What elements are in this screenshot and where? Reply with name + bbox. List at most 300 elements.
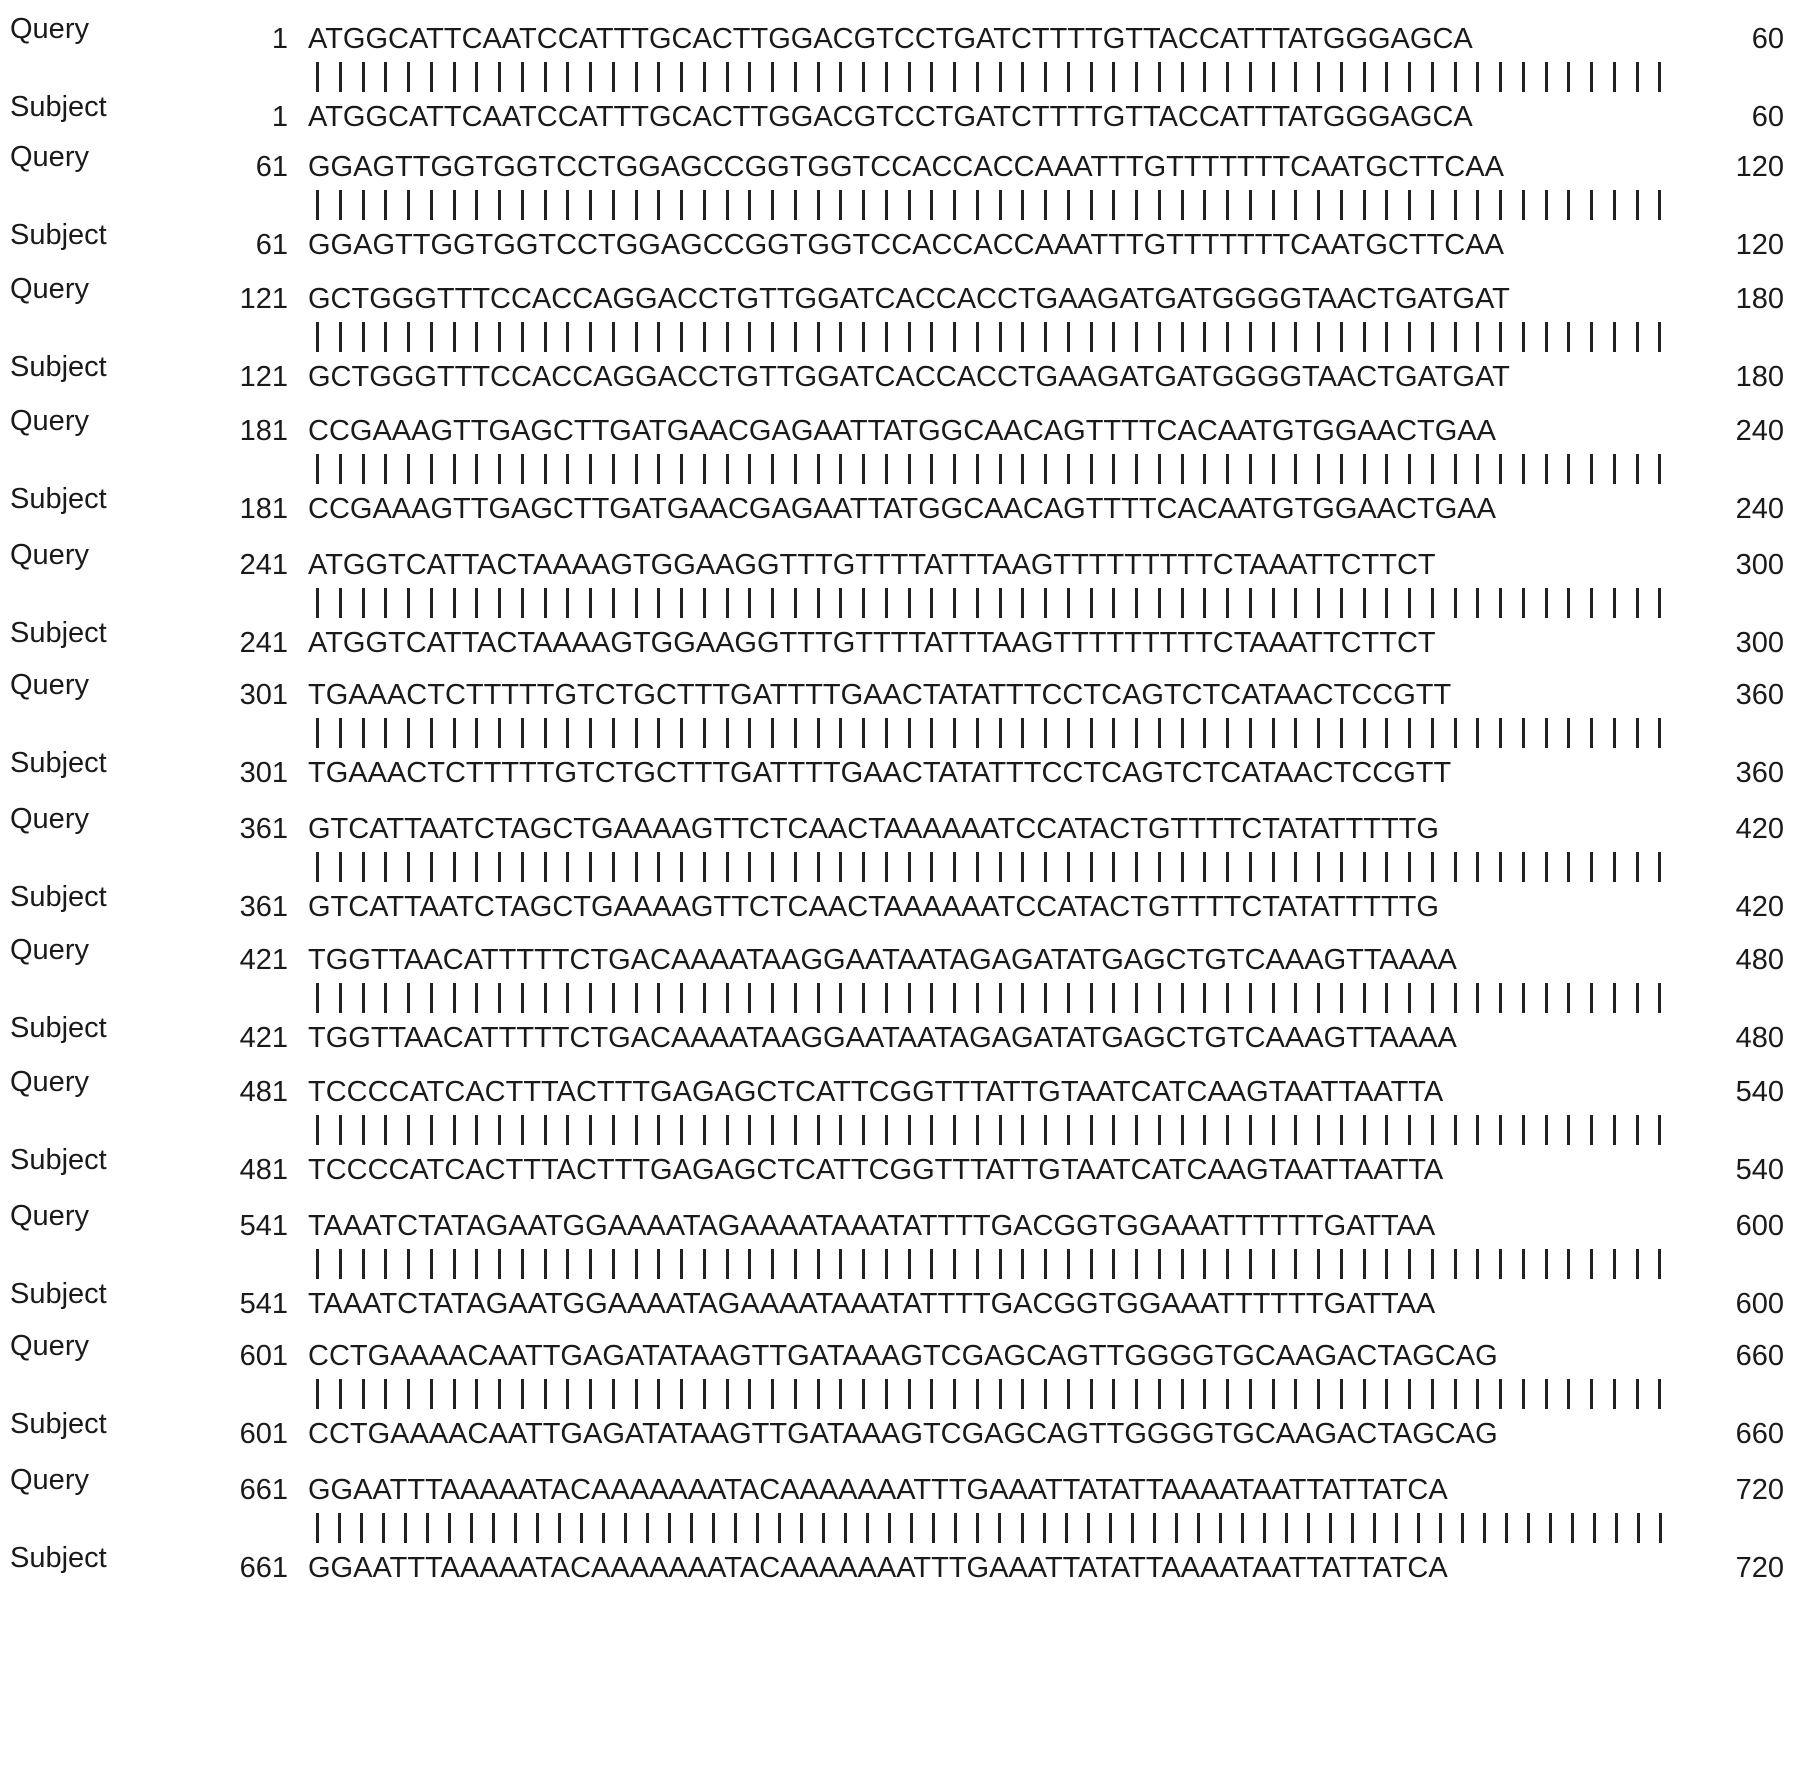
- match-bar: [930, 454, 933, 484]
- match-bar: [726, 1379, 729, 1409]
- match-bar: [1135, 983, 1138, 1013]
- match-bar: [1454, 190, 1457, 220]
- match-bar: [316, 1115, 319, 1145]
- query-start: 661: [239, 1474, 288, 1506]
- match-bar: [362, 1249, 365, 1279]
- match-bar: [748, 322, 751, 352]
- match-bar: [1135, 190, 1138, 220]
- match-bar: [1272, 190, 1275, 220]
- match-bar: [1658, 1115, 1661, 1145]
- match-bar: [976, 454, 979, 484]
- query-label: Query: [10, 1066, 89, 1098]
- match-bar: [1522, 454, 1525, 484]
- match-bar: [1317, 1379, 1320, 1409]
- match-bar: [1044, 718, 1047, 748]
- match-bar: [1408, 983, 1411, 1013]
- match-bar: [1044, 62, 1047, 92]
- match-bar: [1131, 1513, 1134, 1543]
- match-bar: [953, 852, 956, 882]
- match-bar: [1590, 1249, 1593, 1279]
- match-bar: [703, 190, 706, 220]
- subject-sequence: CCTGAAAACAATTGAGATATAAGTTGATAAAGTCGAGCAGTTGGGGTGCAAGACTAGCAG: [308, 1418, 1498, 1450]
- match-bar: [976, 190, 979, 220]
- query-row: [0, 934, 1795, 977]
- subject-label: Subject: [10, 351, 107, 383]
- subject-end: 120: [1735, 229, 1784, 261]
- match-bar: [976, 718, 979, 748]
- match-bar: [726, 190, 729, 220]
- match-line: [316, 1249, 1662, 1283]
- match-bar: [1408, 454, 1411, 484]
- match-bar: [1431, 983, 1434, 1013]
- match-bar: [1567, 454, 1570, 484]
- match-bar: [1567, 322, 1570, 352]
- match-bar: [976, 1115, 979, 1145]
- match-bar: [1613, 1249, 1616, 1279]
- match-bar: [712, 1513, 715, 1543]
- query-row: [0, 141, 1795, 184]
- match-bar: [794, 454, 797, 484]
- match-bar: [566, 1115, 569, 1145]
- match-bar: [703, 62, 706, 92]
- match-bar: [703, 1379, 706, 1409]
- match-bar: [1590, 454, 1593, 484]
- match-bar: [589, 190, 592, 220]
- match-bar: [1567, 1115, 1570, 1145]
- match-bar: [1454, 1379, 1457, 1409]
- match-bar: [771, 718, 774, 748]
- match-bar: [1135, 322, 1138, 352]
- match-bar: [908, 322, 911, 352]
- match-bar: [1476, 718, 1479, 748]
- query-start: 241: [239, 549, 288, 581]
- match-bar: [1385, 190, 1388, 220]
- match-bar: [954, 1513, 957, 1543]
- match-bar: [844, 1513, 847, 1543]
- match-bar: [1158, 1249, 1161, 1279]
- match-bar: [1294, 322, 1297, 352]
- match-bar: [1112, 1379, 1115, 1409]
- match-bar: [612, 1249, 615, 1279]
- query-sequence: CCTGAAAACAATTGAGATATAAGTTGATAAAGTCGAGCAGTTGGGGTGCAAGACTAGCAG: [308, 1340, 1498, 1372]
- match-bar: [1590, 983, 1593, 1013]
- match-bar: [1567, 852, 1570, 882]
- match-bar: [930, 588, 933, 618]
- match-bar: [362, 454, 365, 484]
- match-bar: [1226, 62, 1229, 92]
- match-bar: [1249, 718, 1252, 748]
- match-bar: [1158, 322, 1161, 352]
- match-bar: [839, 1249, 842, 1279]
- match-bar: [771, 852, 774, 882]
- match-bar: [1067, 1379, 1070, 1409]
- match-bar: [589, 62, 592, 92]
- match-bar: [1249, 852, 1252, 882]
- match-bar: [657, 62, 660, 92]
- match-bar: [316, 1379, 319, 1409]
- match-bar: [1499, 1379, 1502, 1409]
- match-bar: [885, 190, 888, 220]
- match-bar: [1658, 1379, 1661, 1409]
- match-bar: [448, 1513, 451, 1543]
- match-bar: [1363, 852, 1366, 882]
- match-bar: [430, 718, 433, 748]
- match-bar: [1090, 190, 1093, 220]
- match-bar: [862, 1249, 865, 1279]
- match-bar: [999, 852, 1002, 882]
- match-bar: [1522, 322, 1525, 352]
- match-bar: [794, 190, 797, 220]
- match-bar: [1181, 1249, 1184, 1279]
- query-row: [0, 539, 1795, 582]
- match-bar: [748, 190, 751, 220]
- match-bar: [1044, 1379, 1047, 1409]
- match-bar: [1615, 1513, 1618, 1543]
- match-bar: [1044, 852, 1047, 882]
- match-bar: [657, 852, 660, 882]
- match-bar: [1112, 852, 1115, 882]
- match-bar: [1613, 588, 1616, 618]
- match-bar: [930, 62, 933, 92]
- match-bar: [862, 454, 865, 484]
- match-bar: [407, 454, 410, 484]
- match-bar: [1567, 1379, 1570, 1409]
- match-bar: [1454, 62, 1457, 92]
- match-bar: [1476, 1379, 1479, 1409]
- subject-sequence: ATGGTCATTACTAAAAGTGGAAGGTTTGTTTTATTTAAGTTTTTTTTTCTAAATTCTTCT: [308, 627, 1436, 659]
- match-bar: [1363, 62, 1366, 92]
- match-bar: [635, 190, 638, 220]
- alignment-block: [0, 539, 1795, 659]
- query-start: 541: [239, 1210, 288, 1242]
- query-label: Query: [10, 934, 89, 966]
- match-bar: [1658, 983, 1661, 1013]
- match-bar: [657, 718, 660, 748]
- match-bar: [1476, 852, 1479, 882]
- match-bar: [382, 1513, 385, 1543]
- match-bar: [360, 1513, 363, 1543]
- match-bar: [1272, 718, 1275, 748]
- match-bar: [1522, 588, 1525, 618]
- match-bar: [817, 454, 820, 484]
- match-bar: [384, 190, 387, 220]
- match-bar: [953, 190, 956, 220]
- match-bar: [794, 588, 797, 618]
- match-bar: [430, 1379, 433, 1409]
- match-bar: [544, 588, 547, 618]
- match-bar: [771, 1249, 774, 1279]
- match-bar: [1571, 1513, 1574, 1543]
- match-bar: [1112, 1115, 1115, 1145]
- match-bar: [1431, 1249, 1434, 1279]
- match-bar: [1454, 588, 1457, 618]
- match-bar: [1658, 588, 1661, 618]
- match-bar: [930, 718, 933, 748]
- match-bar: [624, 1513, 627, 1543]
- match-bar: [1351, 1513, 1354, 1543]
- subject-row: [0, 483, 1795, 526]
- match-bar: [1590, 718, 1593, 748]
- match-bar: [862, 322, 865, 352]
- match-bar: [1294, 983, 1297, 1013]
- match-bar: [1307, 1513, 1310, 1543]
- match-bar: [1363, 454, 1366, 484]
- match-bar: [1226, 718, 1229, 748]
- match-bar: [1499, 1249, 1502, 1279]
- query-sequence: GCTGGGTTTCCACCAGGACCTGTTGGATCACCACCTGAAGATGATGGGGTAACTGATGAT: [308, 283, 1510, 315]
- match-bar: [885, 718, 888, 748]
- match-bar: [1090, 1115, 1093, 1145]
- match-bar: [407, 852, 410, 882]
- query-sequence: TAAATCTATAGAATGGAAAATAGAAAATAAATATTTTGACGGTGGAAATTTTTTGATTAA: [308, 1210, 1436, 1242]
- match-bar: [1181, 718, 1184, 748]
- match-bar: [953, 588, 956, 618]
- match-bar: [316, 1249, 319, 1279]
- match-bar: [339, 983, 342, 1013]
- subject-label: Subject: [10, 1408, 107, 1440]
- match-bar: [339, 852, 342, 882]
- match-bar: [1294, 1115, 1297, 1145]
- match-bar: [726, 588, 729, 618]
- match-bar: [817, 1249, 820, 1279]
- match-bar: [1522, 1249, 1525, 1279]
- match-bar: [498, 1115, 501, 1145]
- subject-row: [0, 881, 1795, 924]
- match-bar: [1395, 1513, 1398, 1543]
- match-bar: [566, 322, 569, 352]
- match-bar: [657, 1249, 660, 1279]
- match-bar: [566, 852, 569, 882]
- match-bar: [1067, 1249, 1070, 1279]
- match-bar: [384, 454, 387, 484]
- match-bar: [635, 718, 638, 748]
- alignment-block: [0, 273, 1795, 393]
- match-bar: [1363, 718, 1366, 748]
- match-bar: [1431, 1379, 1434, 1409]
- match-bar: [1340, 190, 1343, 220]
- match-bar: [1363, 983, 1366, 1013]
- match-bar: [748, 718, 751, 748]
- match-bar: [1090, 983, 1093, 1013]
- match-bar: [703, 852, 706, 882]
- match-bar: [1043, 1513, 1046, 1543]
- match-bar: [1340, 718, 1343, 748]
- match-bar: [1363, 1249, 1366, 1279]
- match-bar: [999, 454, 1002, 484]
- match-bar: [1181, 852, 1184, 882]
- match-bar: [862, 718, 865, 748]
- match-bar: [1226, 322, 1229, 352]
- match-bar: [430, 983, 433, 1013]
- query-label: Query: [10, 273, 89, 305]
- query-end: 180: [1735, 283, 1784, 315]
- alignment-block: [0, 934, 1795, 1054]
- subject-row: [0, 1542, 1795, 1585]
- match-bar: [1454, 454, 1457, 484]
- match-bar: [1158, 190, 1161, 220]
- match-bar: [1385, 322, 1388, 352]
- match-bar: [1499, 62, 1502, 92]
- match-bar: [1431, 852, 1434, 882]
- match-bar: [1454, 1249, 1457, 1279]
- match-bar: [453, 1115, 456, 1145]
- match-bar: [794, 852, 797, 882]
- alignment-block: [0, 803, 1795, 923]
- match-bar: [1044, 454, 1047, 484]
- match-bar: [544, 454, 547, 484]
- match-bar: [657, 1379, 660, 1409]
- match-bar: [521, 718, 524, 748]
- match-bar: [1340, 322, 1343, 352]
- match-bar: [839, 718, 842, 748]
- subject-row: [0, 91, 1795, 134]
- match-bar: [657, 190, 660, 220]
- subject-start: 601: [239, 1418, 288, 1450]
- match-bar: [748, 1115, 751, 1145]
- match-bar: [1613, 1115, 1616, 1145]
- match-bar: [1385, 1379, 1388, 1409]
- match-bar: [384, 322, 387, 352]
- match-bar: [1158, 454, 1161, 484]
- match-bar: [1044, 1249, 1047, 1279]
- match-bar: [771, 322, 774, 352]
- query-sequence: ATGGTCATTACTAAAAGTGGAAGGTTTGTTTTATTTAAGTTTTTTTTTCTAAATTCTTCT: [308, 549, 1436, 581]
- match-bar: [748, 983, 751, 1013]
- match-bar: [1112, 190, 1115, 220]
- match-bar: [1499, 454, 1502, 484]
- subject-sequence: TCCCCATCACTTTACTTTGAGAGCTCATTCGGTTTATTGTAATCATCAAGTAATTAATTA: [308, 1154, 1444, 1186]
- match-bar: [1363, 588, 1366, 618]
- match-bar: [589, 1249, 592, 1279]
- match-bar: [839, 62, 842, 92]
- match-bar: [1340, 1249, 1343, 1279]
- subject-end: 600: [1735, 1288, 1784, 1320]
- match-bar: [999, 322, 1002, 352]
- match-bar: [1090, 454, 1093, 484]
- match-bar: [1294, 1379, 1297, 1409]
- match-bar: [976, 1249, 979, 1279]
- match-bar: [885, 1249, 888, 1279]
- match-bar: [1408, 1379, 1411, 1409]
- match-bar: [1090, 62, 1093, 92]
- match-bar: [953, 718, 956, 748]
- alignment-block: [0, 1200, 1795, 1320]
- subject-label: Subject: [10, 219, 107, 251]
- match-bar: [953, 1249, 956, 1279]
- match-bar: [976, 62, 979, 92]
- match-bar: [817, 1379, 820, 1409]
- alignment-block: [0, 141, 1795, 261]
- match-bar: [703, 1115, 706, 1145]
- match-bar: [544, 1379, 547, 1409]
- match-bar: [404, 1513, 407, 1543]
- query-end: 300: [1735, 549, 1784, 581]
- match-bar: [748, 588, 751, 618]
- match-bar: [566, 1249, 569, 1279]
- subject-sequence: GTCATTAATCTAGCTGAAAAGTTCTCAACTAAAAAATCCATACTGTTTTCTATATTTTTG: [308, 891, 1439, 923]
- match-bar: [544, 1249, 547, 1279]
- match-bar: [475, 190, 478, 220]
- match-bar: [1636, 718, 1639, 748]
- match-bar: [1408, 588, 1411, 618]
- match-bar: [430, 322, 433, 352]
- match-bar: [635, 322, 638, 352]
- subject-end: 360: [1735, 757, 1784, 789]
- match-bar: [430, 1115, 433, 1145]
- match-bar: [1658, 62, 1661, 92]
- query-row: [0, 669, 1795, 712]
- match-bar: [612, 718, 615, 748]
- match-bar: [976, 1513, 979, 1543]
- match-bar: [885, 62, 888, 92]
- match-bar: [1226, 983, 1229, 1013]
- match-bar: [1636, 62, 1639, 92]
- match-bar: [680, 62, 683, 92]
- match-bar: [1067, 1115, 1070, 1145]
- match-bar: [888, 1513, 891, 1543]
- match-bar: [589, 983, 592, 1013]
- match-bar: [1476, 1249, 1479, 1279]
- match-bar: [908, 1379, 911, 1409]
- match-bar: [1067, 190, 1070, 220]
- subject-label: Subject: [10, 1278, 107, 1310]
- match-bar: [498, 190, 501, 220]
- match-bar: [817, 718, 820, 748]
- match-bar: [635, 983, 638, 1013]
- match-bar: [521, 1379, 524, 1409]
- match-bar: [384, 588, 387, 618]
- query-start: 481: [239, 1076, 288, 1108]
- match-bar: [521, 322, 524, 352]
- match-bar: [589, 454, 592, 484]
- subject-row: [0, 747, 1795, 790]
- match-bar: [1135, 1379, 1138, 1409]
- match-bar: [1567, 190, 1570, 220]
- match-bar: [1522, 62, 1525, 92]
- match-bar: [475, 983, 478, 1013]
- match-bar: [430, 62, 433, 92]
- match-bar: [589, 588, 592, 618]
- match-bar: [953, 983, 956, 1013]
- match-bar: [544, 322, 547, 352]
- query-sequence: ATGGCATTCAATCCATTTGCACTTGGACGTCCTGATCTTTTGTTACCATTTATGGGAGCA: [308, 23, 1473, 55]
- match-bar: [1158, 62, 1161, 92]
- match-bar: [930, 1115, 933, 1145]
- match-bar: [1090, 718, 1093, 748]
- match-bar: [362, 322, 365, 352]
- match-bar: [1135, 588, 1138, 618]
- match-bar: [908, 588, 911, 618]
- query-sequence: GTCATTAATCTAGCTGAAAAGTTCTCAACTAAAAAATCCATACTGTTTTCTATATTTTTG: [308, 813, 1439, 845]
- match-bar: [1109, 1513, 1112, 1543]
- match-bar: [362, 1115, 365, 1145]
- match-bar: [1431, 1115, 1434, 1145]
- match-bar: [646, 1513, 649, 1543]
- match-bar: [1067, 454, 1070, 484]
- match-bar: [521, 852, 524, 882]
- match-bar: [1590, 322, 1593, 352]
- match-bar: [703, 322, 706, 352]
- match-bar: [771, 454, 774, 484]
- match-bar: [908, 852, 911, 882]
- match-bar: [885, 1379, 888, 1409]
- match-bar: [1158, 852, 1161, 882]
- match-bar: [475, 322, 478, 352]
- match-bar: [1226, 1379, 1229, 1409]
- match-bar: [657, 1115, 660, 1145]
- match-bar: [908, 1115, 911, 1145]
- match-bar: [885, 588, 888, 618]
